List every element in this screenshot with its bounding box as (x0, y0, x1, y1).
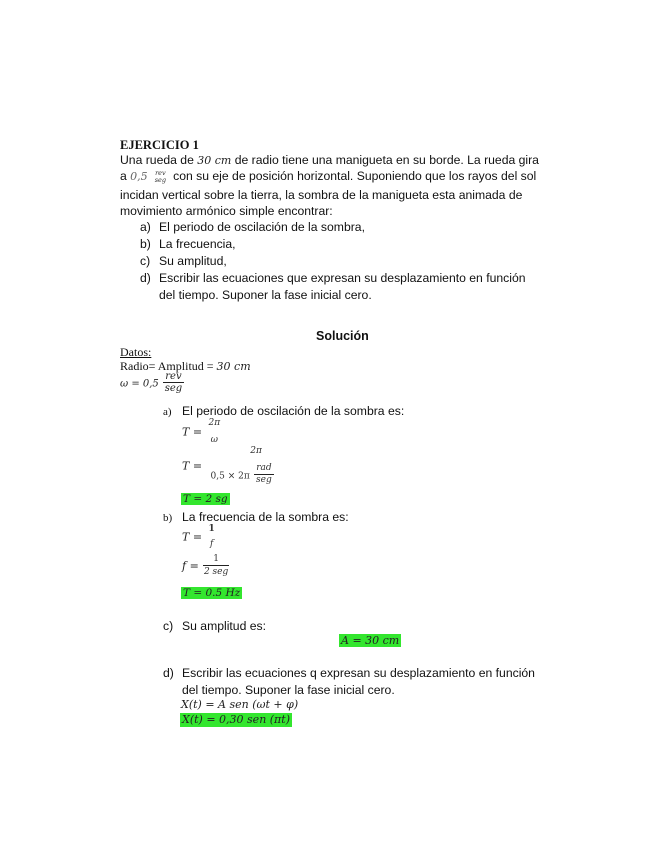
list-text: El periodo de oscilación de la sombra es: (182, 404, 405, 418)
list-text: Su amplitud, (159, 254, 227, 268)
exercise-line-2 (120, 168, 536, 185)
fraction-numerator: rev (155, 168, 166, 177)
unit-fraction (254, 463, 273, 486)
list-marker: d) (140, 271, 151, 285)
list-marker: d) (163, 666, 174, 680)
frequency-result: T = 0.5 Hz (183, 587, 241, 599)
radius-label: Radio= Amplitud = (120, 359, 214, 373)
exercise-title: EJERCICIO 1 (120, 138, 199, 152)
list-marker: a) (163, 406, 172, 418)
omega-lhs: ω = 0,5 (120, 378, 159, 390)
fraction-denominator: seg (256, 475, 272, 485)
amplitude-result: A = 30 cm (341, 634, 400, 647)
period-equation-2 (182, 446, 274, 486)
fraction-denominator: seg (154, 175, 167, 184)
fraction-numerator: rev (165, 371, 182, 382)
fraction-numerator: 2π (250, 446, 262, 456)
equation-fraction (211, 446, 274, 486)
list-marker: c) (140, 254, 151, 268)
list-item-a (140, 219, 365, 235)
list-marker: b) (163, 512, 173, 524)
period-equation-1 (182, 418, 222, 446)
list-text: Su amplitud es: (182, 619, 267, 633)
list-item-c (140, 253, 227, 269)
frequency-equation-2 (182, 554, 229, 578)
list-marker: c) (163, 619, 174, 633)
fraction-numerator: rad (256, 463, 272, 473)
radius-value: 30 cm (216, 360, 251, 373)
equation-lhs: f = (182, 559, 199, 573)
text-fragment: de radio tiene una manigueta en su borde. La rueda gira (234, 153, 539, 167)
fraction-denominator: 2 seg (203, 567, 229, 577)
displacement-equation: X(t) = A sen (ωt + φ) (181, 698, 299, 711)
solution-item-c (163, 618, 266, 634)
fraction-denominator: ω (210, 435, 219, 445)
fraction-denominator: seg (164, 383, 183, 394)
exercise-line-3: incidan vertical sobre la tierra, la sombra de la manigueta esta animada de (120, 188, 523, 202)
list-item-d (140, 270, 526, 286)
text-fragment: Una rueda de (120, 153, 194, 167)
list-text: Escribir las ecuaciones que expresan su desplazamiento en función (159, 271, 526, 285)
list-text: La frecuencia de la sombra es: (182, 510, 349, 524)
equation-lhs: T = (182, 425, 203, 439)
data-label: Datos: (120, 345, 152, 359)
list-marker: a) (140, 220, 151, 234)
period-result: T = 2 sg (183, 493, 228, 505)
displacement-result: X(t) = 0,30 sen (πt) (182, 713, 291, 726)
speed-value: 0,5 (130, 170, 148, 183)
list-marker: b) (140, 237, 151, 251)
solution-title: Solución (316, 329, 369, 343)
fraction-numerator: 2π (208, 418, 221, 428)
equation-lhs: T = (182, 459, 203, 473)
fraction-numerator: 1 (203, 554, 229, 566)
list-item-b (140, 236, 236, 252)
text-fragment: con su eje de posición horizontal. Suponiendo que los rayos del sol (173, 169, 537, 183)
fraction-denominator: f (209, 539, 214, 549)
fraction-numerator: 1 (208, 524, 215, 534)
list-item-d-continuation: del tiempo. Suponer la fase inicial cero. (159, 288, 372, 302)
equation-fraction (203, 554, 229, 578)
omega-unit-fraction (163, 371, 183, 394)
equation-lhs: T = (182, 530, 203, 544)
fraction-denominator: 0,5 × 2π (210, 471, 250, 482)
list-text: El periodo de oscilación de la sombra, (159, 220, 365, 234)
equation-fraction (207, 524, 217, 550)
fraction-denominator-group (211, 457, 274, 486)
text-fragment: a (120, 169, 127, 183)
exercise-line-1 (120, 152, 539, 169)
speed-unit-fraction (153, 170, 168, 184)
frequency-equation-1 (182, 524, 217, 550)
equation-fraction (207, 418, 223, 446)
solution-item-d (163, 665, 535, 681)
omega-line (120, 371, 184, 394)
exercise-line-4: movimiento armónico simple encontrar: (120, 204, 333, 218)
radius-expression: 30 cm (197, 154, 232, 167)
solution-item-d-continuation: del tiempo. Suponer la fase inicial cero. (182, 683, 395, 697)
list-text: La frecuencia, (159, 237, 236, 251)
list-text: Escribir las ecuaciones q expresan su desplazamiento en función (182, 666, 535, 680)
